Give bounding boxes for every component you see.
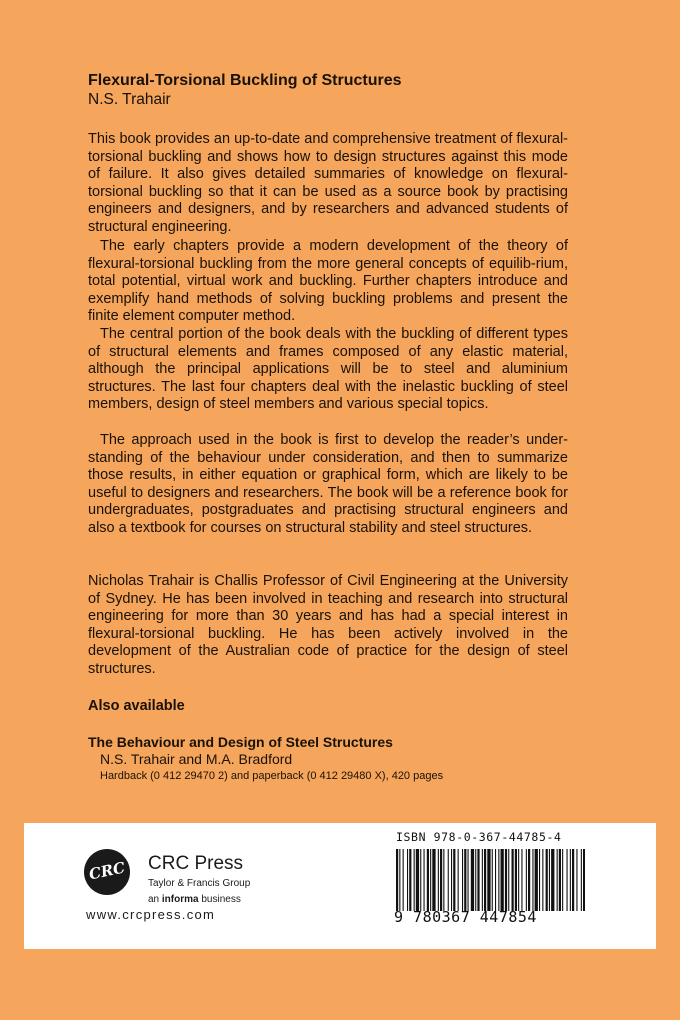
barcode-bar [471, 849, 474, 911]
barcode-bar [557, 849, 558, 911]
barcode-bar [482, 849, 483, 911]
barcode-bar [464, 849, 466, 911]
barcode-bar [535, 849, 538, 911]
barcode-bar [424, 849, 425, 911]
barcode-bar [440, 849, 442, 911]
publisher-group: Taylor & Francis Group [148, 878, 251, 889]
barcode-bar [403, 849, 404, 911]
publisher-name: CRC Press [148, 853, 244, 874]
barcode-bar [438, 849, 439, 911]
description-paragraph-1: This book provides an up-to-date and comprehensive treatment of flexural-torsional buckling and shows how to design structures against this mode of failure. It also gives detailed summaries of knowledge on flexural-torsional buckling so that it can be used as a source book by practising engineers and designers, and by researchers and advanced students of structural engineering. [88, 131, 568, 235]
barcode-bar [567, 849, 568, 911]
barcode-bar [396, 849, 398, 911]
barcode-bar [526, 849, 527, 911]
barcode-bar [532, 849, 533, 911]
description-paragraph-4: The approach used in the book is first to develop the reader’s under-standing of the behaviour under consideration, and then to summarize those results, in either equation or graphical form, which are likely to be useful to designers and researchers. The book will be a reference book for undergraduates, postgraduates and practising structural engineers and also a textbook for courses on structural stability and steel structures. [88, 432, 568, 536]
barcode-bar [583, 849, 585, 911]
barcode-bar [484, 849, 486, 911]
barcode-bar [501, 849, 504, 911]
author-bio: Nicholas Trahair is Challis Professor of Civil Engineering at the University of Sydney. He has been involved in teaching and research into structural engineering for more than 30 years and has had a special interest in flexural-torsional buckling. He has been actively involved in the development of the Australian code of practice for the design of steel structures. [88, 573, 568, 677]
barcode-bar [562, 849, 563, 911]
barcode-bar [515, 849, 517, 911]
barcode-bar [468, 849, 469, 911]
barcode-bar [528, 849, 530, 911]
barcode-bar [414, 849, 415, 911]
barcode-bar [542, 849, 543, 911]
barcode-bar [549, 849, 550, 911]
barcode-bar [581, 849, 582, 911]
barcode-bar [453, 849, 455, 911]
barcode-bar [505, 849, 507, 911]
barcode-bar [462, 849, 463, 911]
barcode-bar [546, 849, 548, 911]
isbn-label: ISBN 978-0-367-44785-4 [396, 830, 562, 844]
barcode-bar [559, 849, 561, 911]
barcode-bar [409, 849, 411, 911]
barcode-bar [416, 849, 419, 911]
barcode-bar [443, 849, 444, 911]
barcode-bar [498, 849, 499, 911]
logo-text: CRC [87, 858, 127, 884]
barcode-icon [395, 849, 585, 911]
related-book-formats: Hardback (0 412 29470 2) and paperback (0 412 29480 X), 420 pages [100, 770, 444, 782]
barcode-bar [448, 849, 449, 911]
barcode-bar [512, 849, 514, 911]
barcode-bar [521, 849, 522, 911]
informa-prefix: an [148, 894, 160, 905]
barcode-bar [508, 849, 509, 911]
barcode-bar [430, 849, 431, 911]
publisher-url[interactable]: www.crcpress.com [86, 907, 216, 922]
crc-logo-icon [84, 849, 130, 895]
barcode-bar [539, 849, 540, 911]
barcode-bar [458, 849, 459, 911]
barcode-bar [518, 849, 519, 911]
barcode-bar [576, 849, 577, 911]
barcode-bar [492, 849, 493, 911]
informa-suffix: business [201, 894, 241, 905]
publisher-panel [24, 823, 656, 949]
barcode-bar [475, 849, 476, 911]
book-title: Flexural-Torsional Buckling of Structures [88, 72, 402, 89]
description-paragraph-3: The central portion of the book deals with the buckling of different types of structural elements and frames composed of any elastic material, although the principal applications will be to steel and aluminium structures. The last four chapters deal with the inelastic buckling of steel members, design of steel members and various special topics. [88, 326, 568, 413]
barcode-bar [427, 849, 429, 911]
barcode-bar [432, 849, 435, 911]
barcode-bar [407, 849, 408, 911]
publisher-informa [148, 894, 241, 905]
barcode-bar [477, 849, 479, 911]
barcode-bar [451, 849, 452, 911]
related-book-authors: N.S. Trahair and M.A. Bradford [100, 751, 293, 767]
barcode-bar [420, 849, 421, 911]
barcode-bar [487, 849, 490, 911]
informa-word: informa [161, 894, 199, 905]
book-author: N.S. Trahair [88, 91, 171, 108]
barcode-bar [572, 849, 574, 911]
related-book-title: The Behaviour and Design of Steel Structures [88, 734, 393, 750]
description-paragraph-2: The early chapters provide a modern development of the theory of flexural-torsional buckling from the more general concepts of equilib-rium, total potential, virtual work and buckling. Further chapters introduce and exemplify hand methods of solving buckling problems and present the finite element computer method. [88, 238, 568, 325]
isbn-digits: 9 780367 447854 [394, 908, 537, 926]
barcode-bar [551, 849, 554, 911]
barcode-bar [495, 849, 496, 911]
barcode-bar [570, 849, 571, 911]
also-available-heading: Also available [88, 698, 185, 714]
barcode-bar [399, 849, 400, 911]
